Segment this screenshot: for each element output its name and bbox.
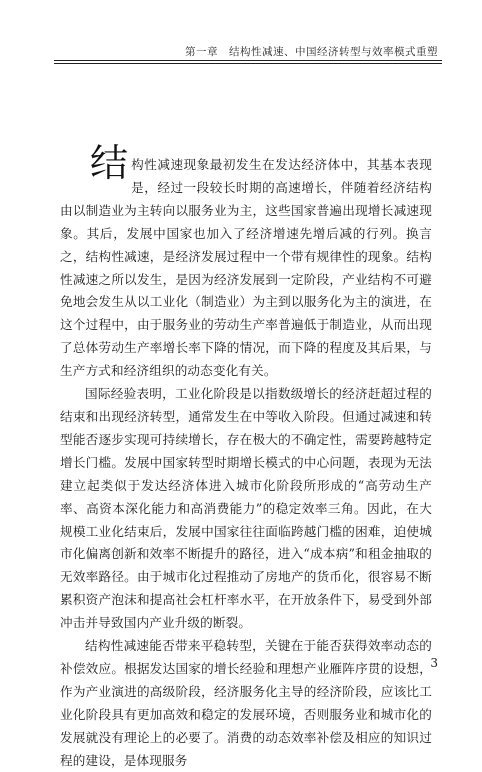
paragraph-1-text: 构性减速现象最初发生在发达经济体中，其基本表现是，经过一段较长时期的高速增长，伴随着经济结构由以制造业为主转向以服务业为主，这些国家普遍出现增长减速现象。其后，发展中国家也加入了经济增速先增后减的行列。换言之，结构性减速，是经济发展过程中一个带有规律性的现象。结构性减速之所以发生，是因为经济发展到一定阶段，产业结构不可避免地会发生从以工业化（制造业）为主到以服务化为主的演进，在这个过程中，由于服务业的劳动生产率普遍低于制造业，从而出现了总体劳动生产率增长率下降的情况，而下降的程度及其后果，与生产方式和经济组织的动态变化有关。 xyxy=(60,157,432,379)
paragraph-3: 结构性减速能否带来平稳转型，关键在于能否获得效率动态的补偿效应。根据发达国家的增长经验和理想产业雁阵序贯的设想，作为产业演进的高级阶段，经济服务化主导的经济阶段，应该比工业化阶段具有更加高效和稳定的发展环境，否则服务业和城市化的发展就没有理论上的必要了。消费的动态效率补偿及相应的知识过程的建设，是体现服务 xyxy=(60,638,432,768)
drop-cap: 结 xyxy=(90,141,129,185)
paragraph-2: 国际经验表明，工业化阶段是以指数级增长的经济赶超过程的结束和出现经济转型，通常发生在中等收入阶段。但通过减速和转型能否逐步实现可持续增长，存在极大的不确定性，需要跨越特定增长门槛。发展中国家转型时期增长模式的中心问题，表现为无法建立起类似于发达经济体进入城市化阶段所形成的“高劳动生产率、高资本深化能力和高消费能力”的稳定效率三角。因此，在大规模工业化结束后，发展中国家往往面临跨越门槛的困难，迫使城市化偏离创新和效率不断提升的路径，进入“成本病”和租金抽取的无效率路径。由于城市化过程推动了房地产的货币化，很容易不断累积资产泡沫和提高社会杠杆率水平，在开放条件下，易受到外部冲击并导致国内产业升级的断裂。 xyxy=(60,386,432,631)
page-number: 3 xyxy=(430,656,438,670)
running-header: 第一章 结构性减速、中国经济转型与效率模式重塑 xyxy=(185,46,438,58)
paragraph-1 xyxy=(60,141,432,383)
header-rule-thick xyxy=(54,60,442,61)
header-rule-thin xyxy=(54,63,442,64)
body-text xyxy=(60,141,432,772)
